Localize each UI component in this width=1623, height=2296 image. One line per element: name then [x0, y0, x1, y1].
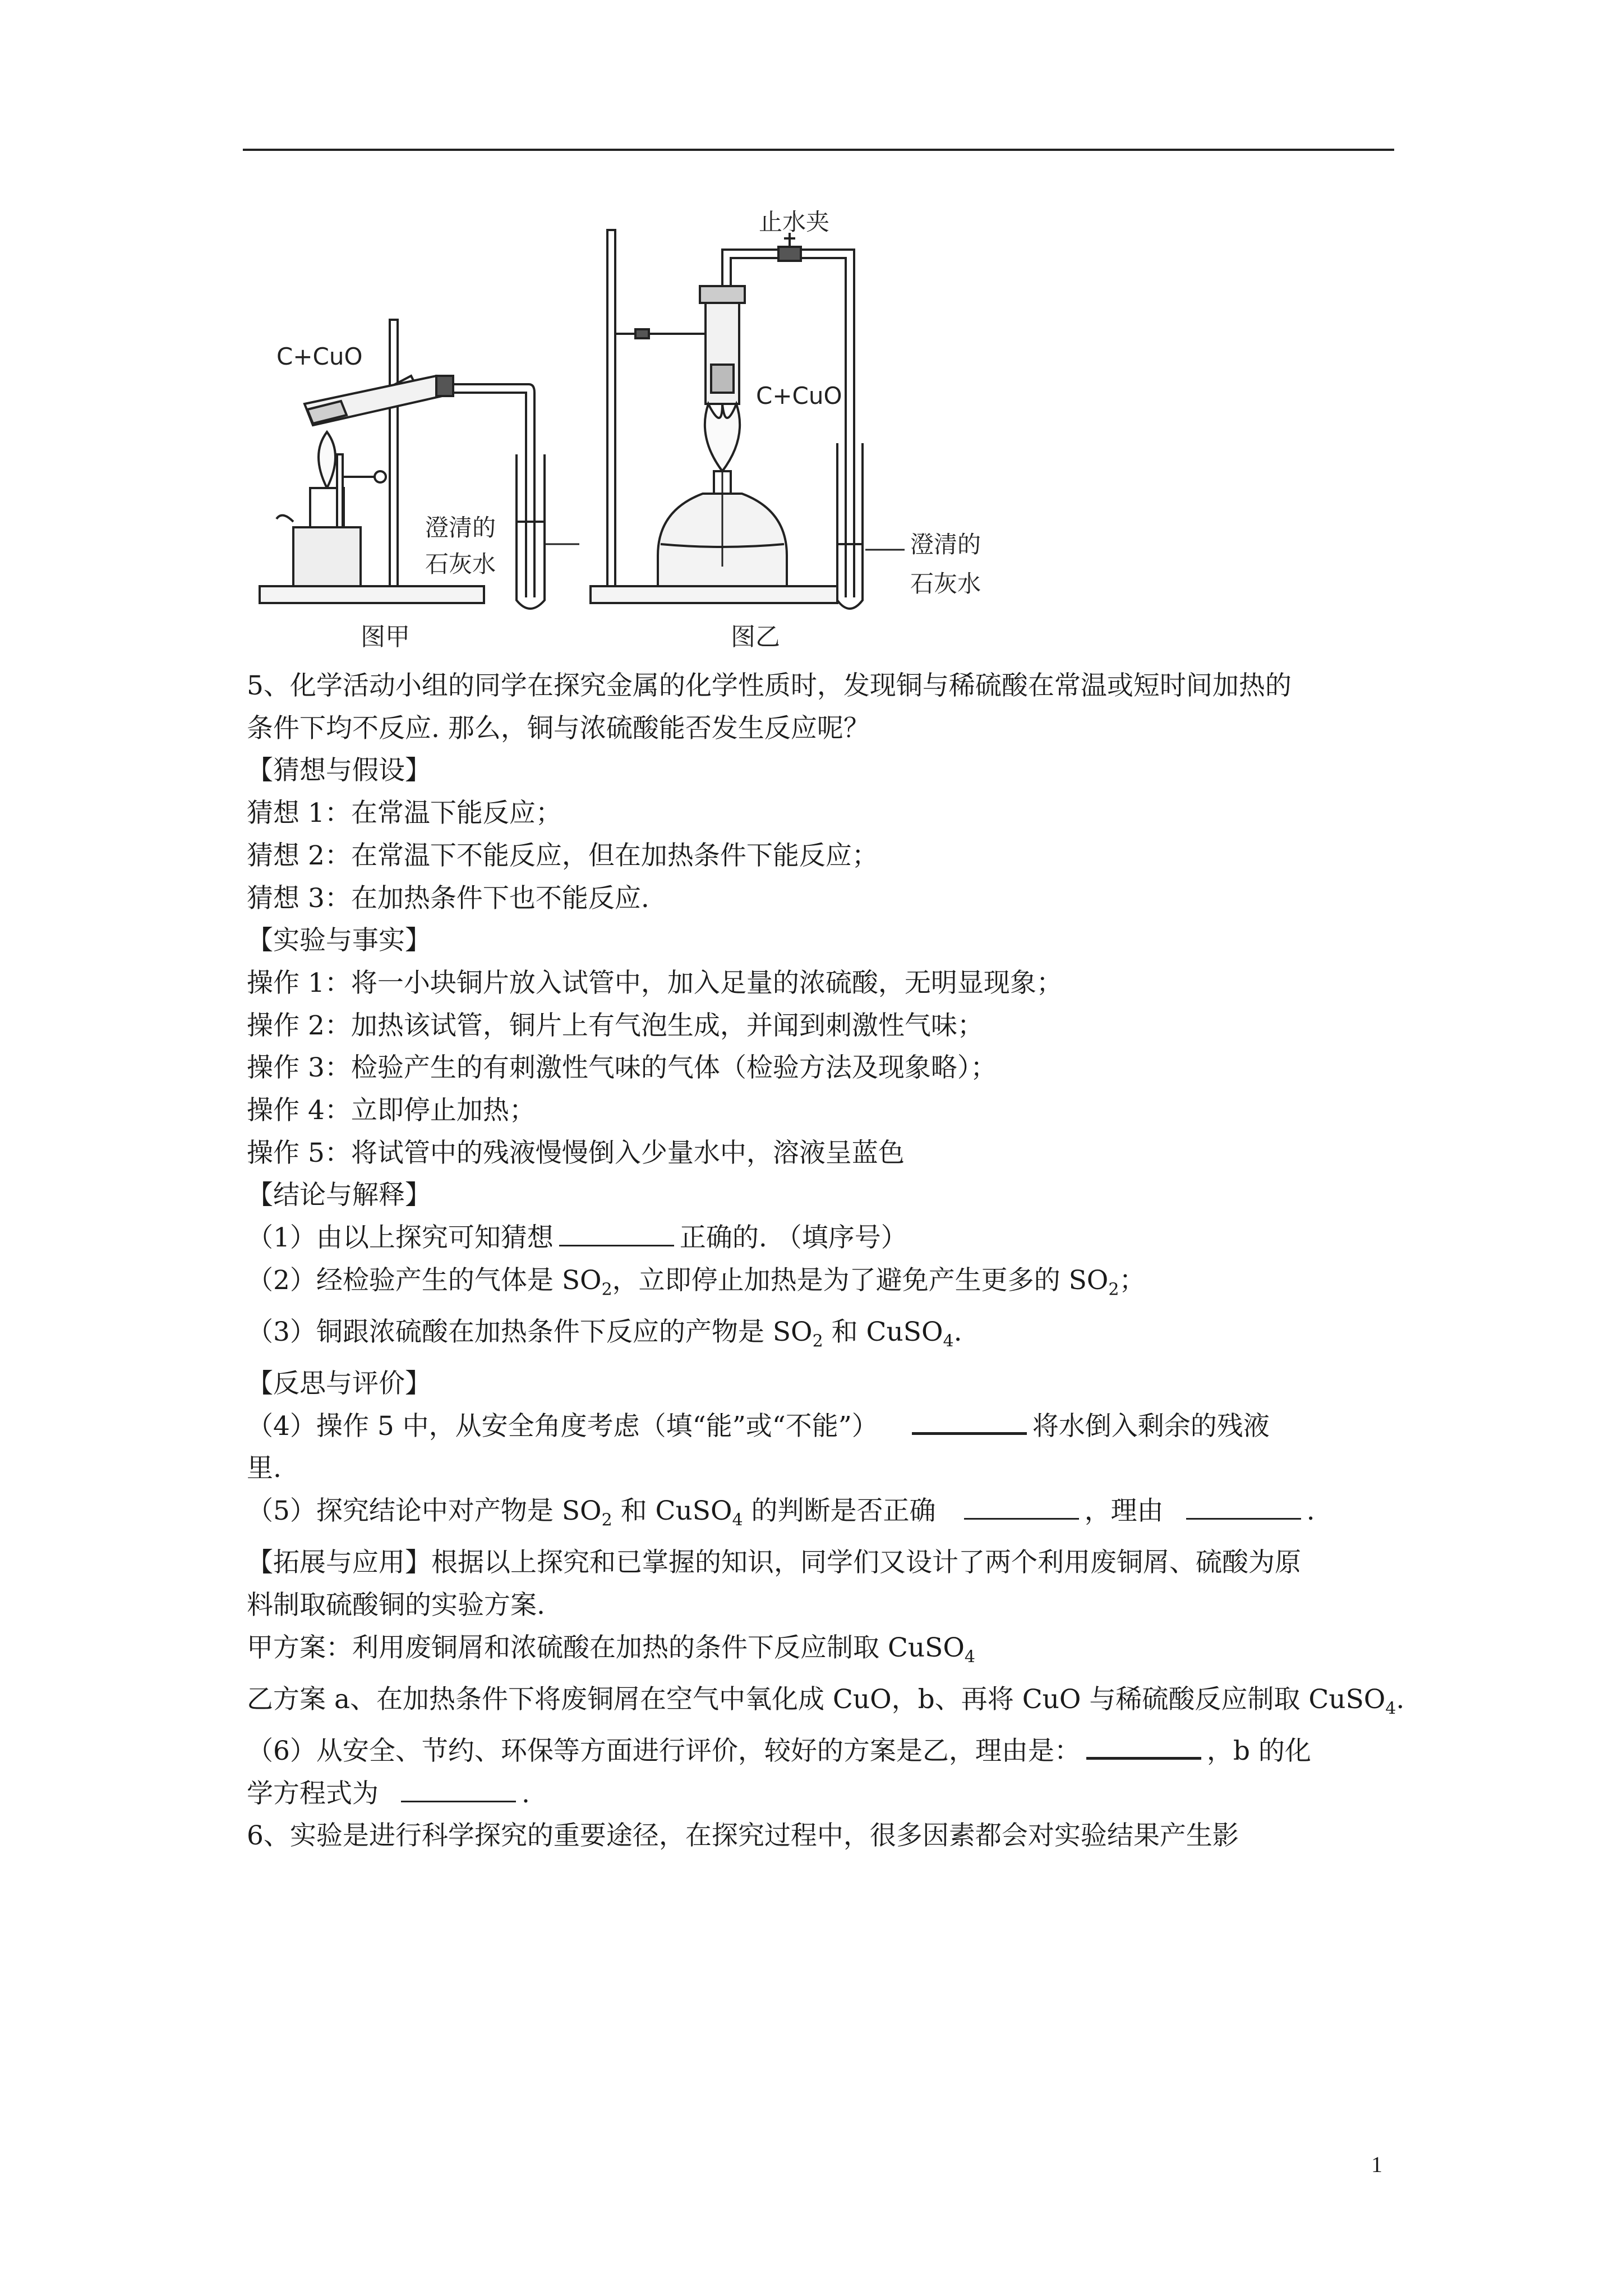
hypothesis-2: 猜想 2：在常温下不能反应，但在加热条件下能反应； — [247, 840, 878, 871]
yi-water-label-2: 石灰水 — [910, 570, 981, 597]
question-6-sub-2: 学方程式为 . — [247, 1778, 530, 1809]
conclusion-3: （3）铜跟浓硫酸在加热条件下反应的产物是 $SO_2$ 和 CuSO$_4$. — [247, 1316, 962, 1351]
extension-line-2: 料制取硫酸铜的实验方案. — [247, 1589, 545, 1621]
jia-reagent-label: C+CuO — [276, 343, 363, 370]
yi-reagent-label: C+CuO — [756, 382, 842, 409]
operation-4: 操作 4：立即停止加热； — [247, 1095, 536, 1126]
operation-1: 操作 1：将一小块铜片放入试管中，加入足量的浓硫酸，无明显现象； — [247, 967, 1063, 999]
hypothesis-3: 猜想 3：在加热条件下也不能反应. — [247, 882, 649, 914]
answer-blank-6b[interactable] — [401, 1778, 516, 1802]
jia-caption: 图甲 — [361, 623, 410, 651]
plan-a: 甲方案：利用废铜屑和浓硫酸在加热的条件下反应制取 CuSO$_4$ — [247, 1632, 975, 1667]
question-6-intro: 6、实验是进行科学探究的重要途径，在探究过程中，很多因素都会对实验结果产生影 — [247, 1820, 1239, 1852]
hypothesis-header: 【猜想与假设】 — [247, 755, 431, 786]
q5-intro-line-2: 条件下均不反应. 那么，铜与浓硫酸能否发生反应呢？ — [247, 712, 870, 744]
jia-water-label-1: 澄清的 — [425, 514, 496, 541]
jia-water-label-2: 石灰水 — [425, 550, 496, 578]
yi-clamp-label: 止水夹 — [759, 208, 830, 236]
answer-blank-4[interactable] — [912, 1410, 1027, 1435]
operation-3: 操作 3：检验产生的有刺激性气味的气体（检验方法及现象略）； — [247, 1052, 997, 1084]
apparatus-figure — [243, 208, 1056, 656]
experiment-header: 【实验与事实】 — [247, 925, 431, 956]
answer-blank-1[interactable] — [559, 1222, 674, 1246]
conclusion-2: （2）经检验产生的气体是 $SO_2$，立即停止加热是为了避免产生更多的 $SO_2$； — [247, 1264, 1146, 1300]
operation-2: 操作 2：加热该试管，铜片上有气泡生成，并闻到刺激性气味； — [247, 1010, 984, 1041]
reflection-4: （4）操作 5 中，从安全角度考虑（填“能”或“不能”） 将水倒入剩余的残液 — [247, 1410, 1270, 1442]
header-rule — [243, 149, 1394, 151]
conclusion-header: 【结论与解释】 — [247, 1180, 431, 1211]
answer-blank-5b[interactable] — [1186, 1496, 1301, 1520]
reflection-4-end: 里. — [247, 1453, 282, 1484]
question-body — [247, 665, 1405, 1857]
yi-caption: 图乙 — [731, 623, 780, 651]
question-6-sub: （6）从安全、节约、环保等方面进行评价，较好的方案是乙，理由是： ，b 的化 — [247, 1735, 1311, 1766]
yi-water-label-1: 澄清的 — [910, 531, 981, 558]
operation-5: 操作 5：将试管中的残液慢慢倒入少量水中，溶液呈蓝色 — [247, 1137, 905, 1168]
q5-intro-line-1: 5、化学活动小组的同学在探究金属的化学性质时，发现铜与稀硫酸在常温或短时间加热的 — [247, 670, 1292, 701]
reflection-header: 【反思与评价】 — [247, 1368, 431, 1400]
reflection-5: （5）探究结论中对产物是 $SO_2$ 和 CuSO$_4$ 的判断是否正确 ，理由 . — [247, 1496, 1315, 1530]
answer-blank-5a[interactable] — [964, 1496, 1079, 1520]
page-number: 1 — [1371, 2152, 1382, 2177]
apparatus-drawing — [243, 208, 1056, 656]
answer-blank-6a[interactable] — [1086, 1734, 1201, 1760]
conclusion-1: （1）由以上探究可知猜想 正确的. （填序号） — [247, 1222, 907, 1254]
hypothesis-1: 猜想 1：在常温下能反应； — [247, 798, 562, 829]
plan-b: 乙方案 a、在加热条件下将废铜屑在空气中氧化成 CuO，b、再将 CuO 与稀硫酸反应制取 CuSO$_4$. — [247, 1683, 1405, 1719]
extension-line-1: 【拓展与应用】根据以上探究和已掌握的知识，同学们又设计了两个利用废铜屑、硫酸为原 — [247, 1547, 1301, 1579]
